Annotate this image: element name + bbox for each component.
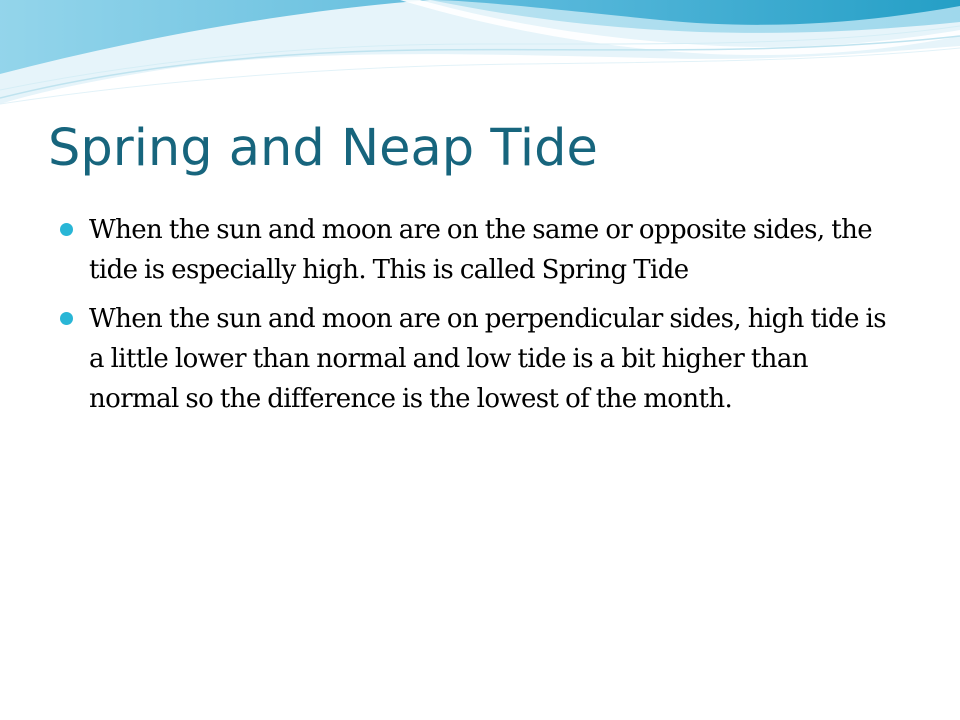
bullet-text: When the sun and moon are on the same or opposite sides, the tide is especially high. This is called Spring Tide: [89, 215, 873, 285]
bullet-item: [60, 299, 900, 419]
wave-decoration: [0, 0, 960, 120]
bullet-dot-icon: [60, 223, 73, 236]
bullet-item: [60, 210, 900, 290]
bullet-text: When the sun and moon are on perpendicular sides, high tide is a little lower than normal and low tide is a bit higher than normal so the difference is the lowest of the month.: [89, 304, 886, 414]
slide-title: Spring and Neap Tide: [48, 119, 598, 178]
bullet-dot-icon: [60, 312, 73, 325]
bullet-list: [60, 210, 900, 428]
